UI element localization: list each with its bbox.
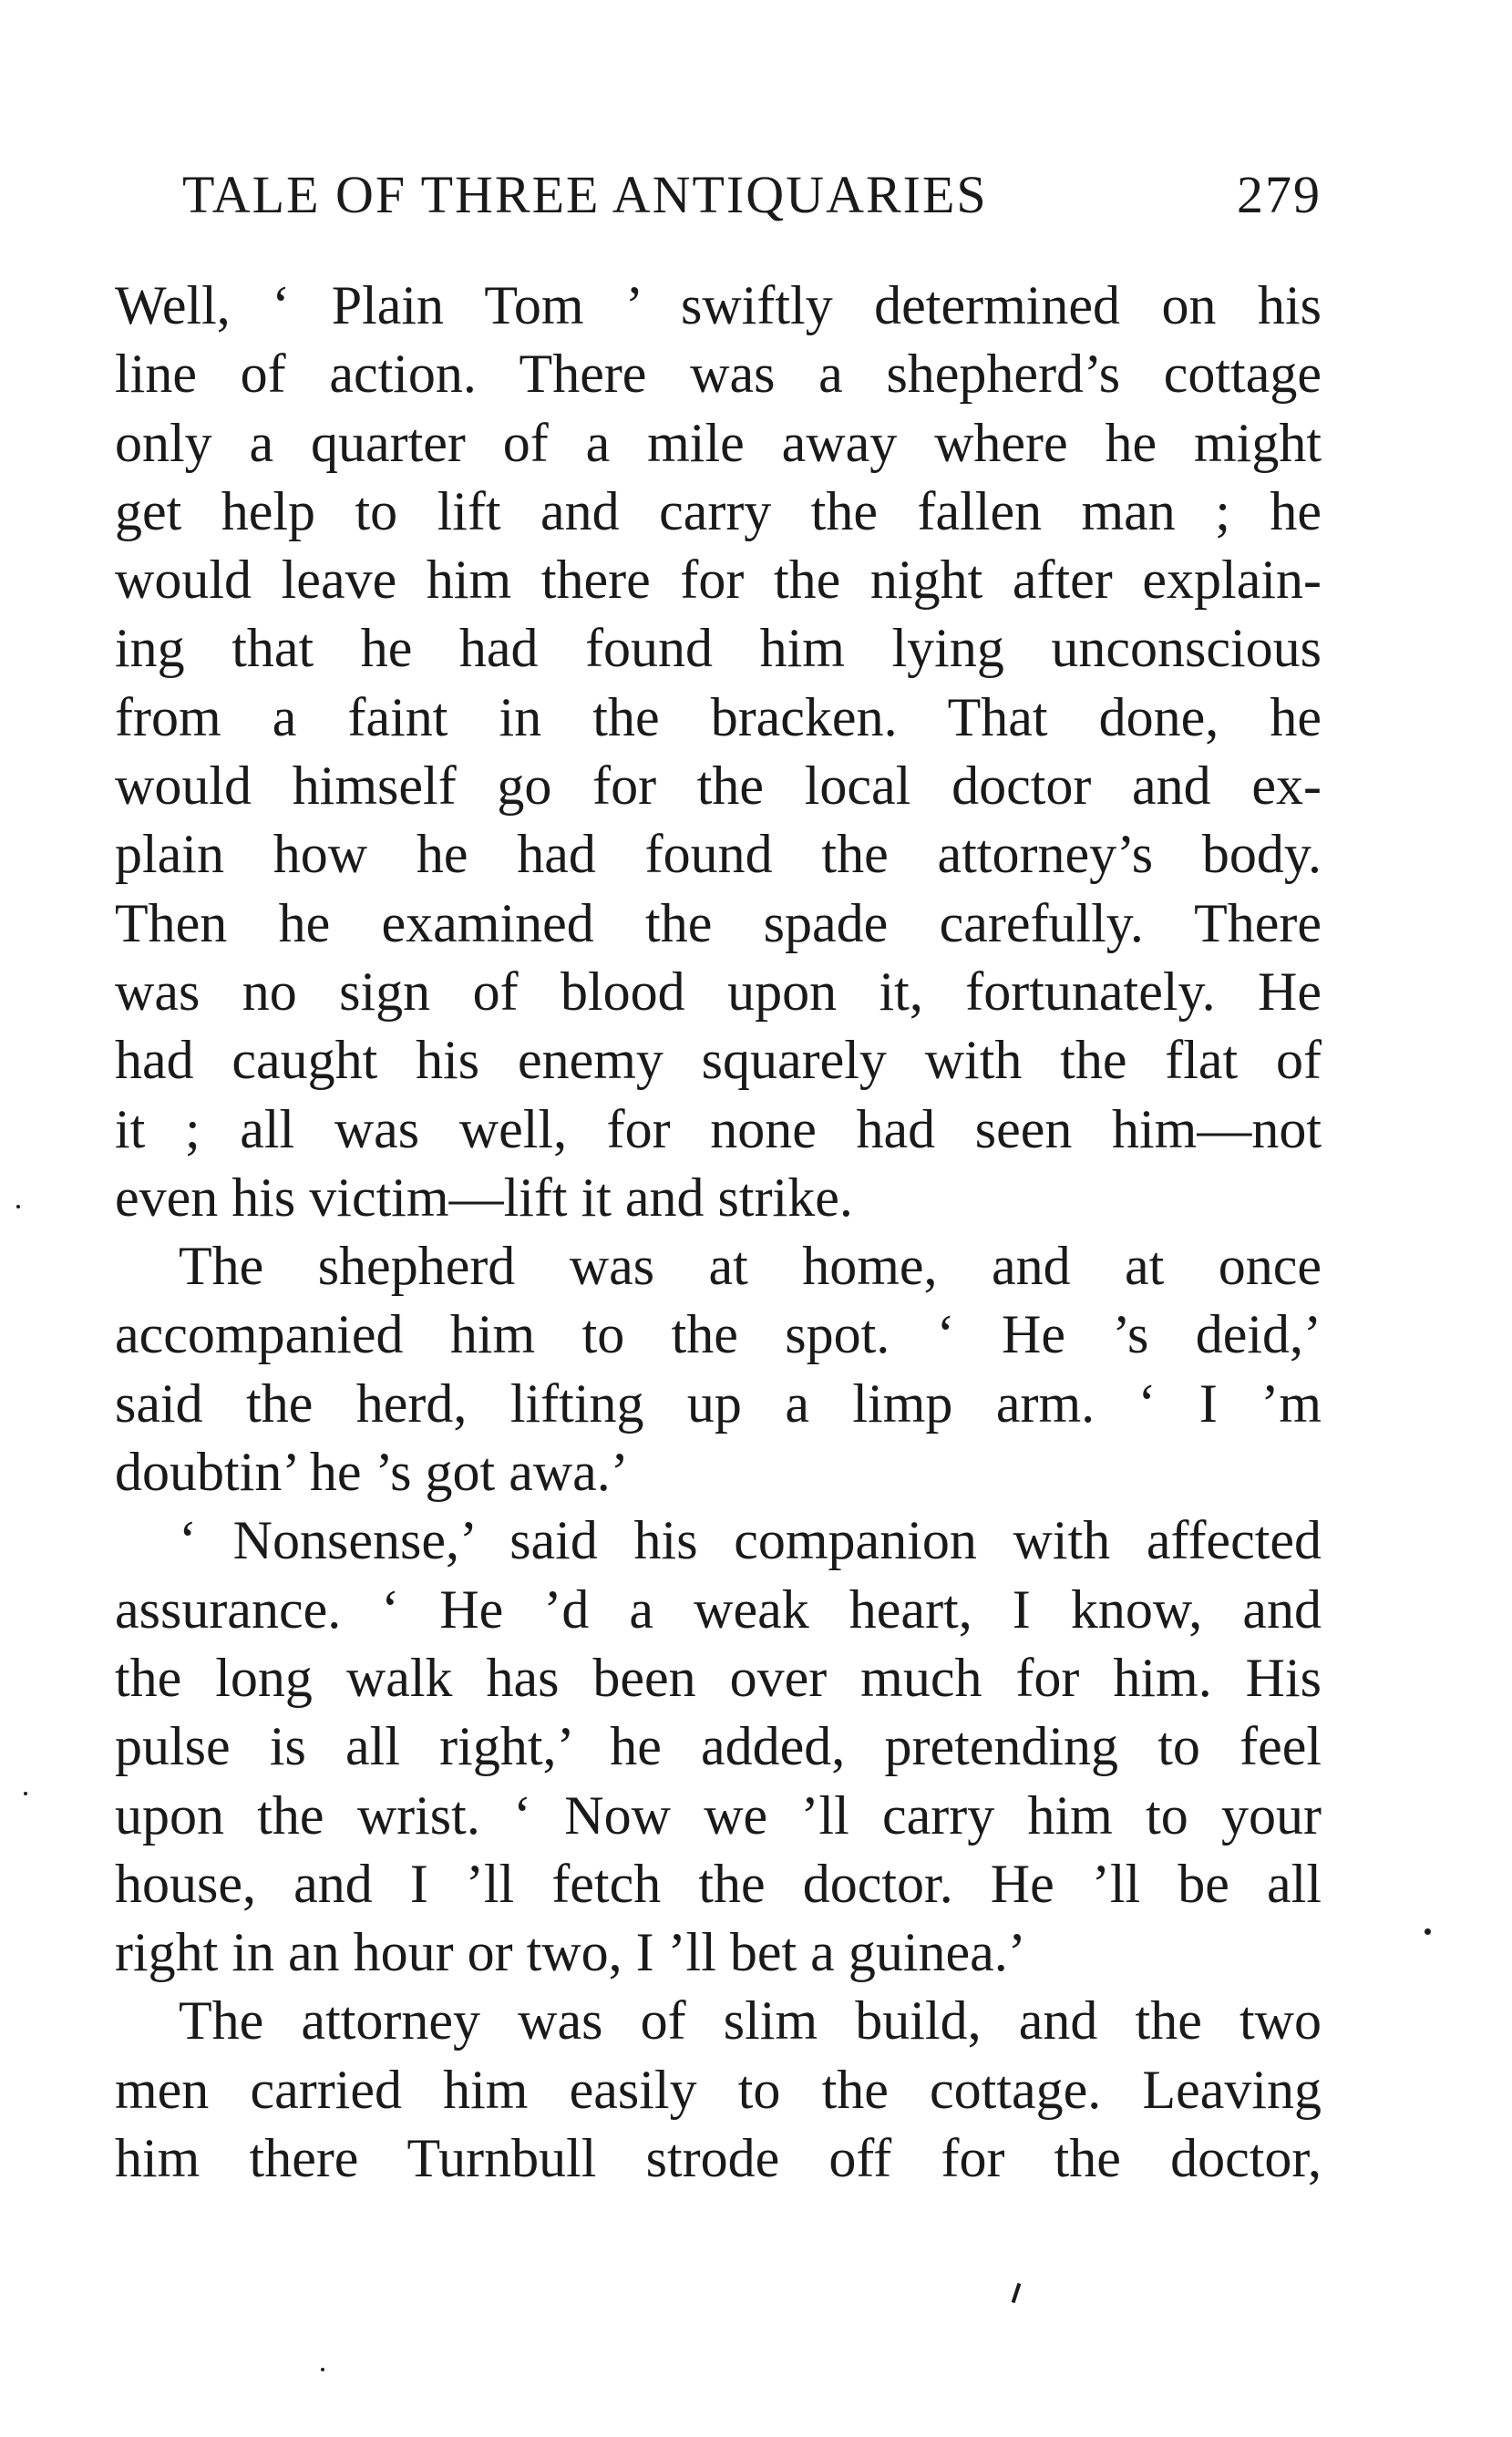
- text-line: The shepherd was at home, and at once: [179, 1236, 1322, 1297]
- text-line: Then he examined the spade carefully. There: [115, 892, 1322, 953]
- text-line: ‘ Nonsense,’ said his companion with affected: [179, 1510, 1322, 1571]
- text-line: even his victim—lift it and strike.: [115, 1167, 853, 1228]
- text-line: pulse is all right,’ he added, pretending to feel: [115, 1716, 1322, 1777]
- text-line: line of action. There was a shepherd’s cottage: [115, 344, 1322, 405]
- text-line: upon the wrist. ‘ Now we ’ll carry him to your: [115, 1784, 1322, 1846]
- text-line: ing that he had found him lying unconscious: [115, 618, 1322, 679]
- running-title: TALE OF THREE ANTIQUARIES: [182, 165, 988, 224]
- text-line: the long walk has been over much for him. His: [115, 1647, 1322, 1708]
- text-line: assurance. ‘ He ’d a weak heart, I know, and: [115, 1578, 1322, 1640]
- text-line: said the herd, lifting up a limp arm. ‘ I ’m: [115, 1373, 1322, 1434]
- text-line: get help to lift and carry the fallen man ; he: [115, 480, 1322, 541]
- text-line: Well, ‘ Plain Tom ’ swiftly determined on his: [115, 275, 1322, 335]
- text-line: men carried him easily to the cottage. Leaving: [115, 2059, 1322, 2120]
- scan-speck: [321, 2368, 324, 2371]
- scan-mark: [1012, 2283, 1022, 2303]
- text-line: from a faint in the bracken. That done, he: [115, 686, 1322, 747]
- text-line: The attorney was of slim build, and the two: [179, 1990, 1322, 2051]
- text-line: would himself go for the local doctor and ex-: [115, 756, 1322, 817]
- text-line: him there Turnbull strode off for the doctor,: [115, 2128, 1322, 2189]
- scan-speck: [16, 1205, 20, 1208]
- text-line: accompanied him to the spot. ‘ He ’s deid,’: [115, 1304, 1322, 1365]
- text-line: doubtin’ he ’s got awa.’: [115, 1442, 629, 1503]
- scan-speck: [1425, 1928, 1431, 1935]
- text-line: only a quarter of a mile away where he might: [115, 412, 1322, 473]
- text-line: would leave him there for the night after explain-: [115, 550, 1322, 611]
- page-number: 279: [1237, 165, 1322, 224]
- text-line: it ; all was well, for none had seen him—not: [115, 1098, 1322, 1159]
- text-line: had caught his enemy squarely with the flat of: [115, 1030, 1322, 1091]
- running-header: [182, 164, 1322, 237]
- scan-speck: [24, 1792, 27, 1795]
- text-line: right in an hour or two, I ’ll bet a guinea.’: [115, 1922, 1026, 1983]
- body-text: [115, 272, 1322, 2193]
- text-line: plain how he had found the attorney’s body.: [115, 824, 1322, 885]
- text-line: house, and I ’ll fetch the doctor. He ’ll be all: [115, 1853, 1322, 1914]
- text-line: was no sign of blood upon it, fortunately. He: [115, 961, 1322, 1022]
